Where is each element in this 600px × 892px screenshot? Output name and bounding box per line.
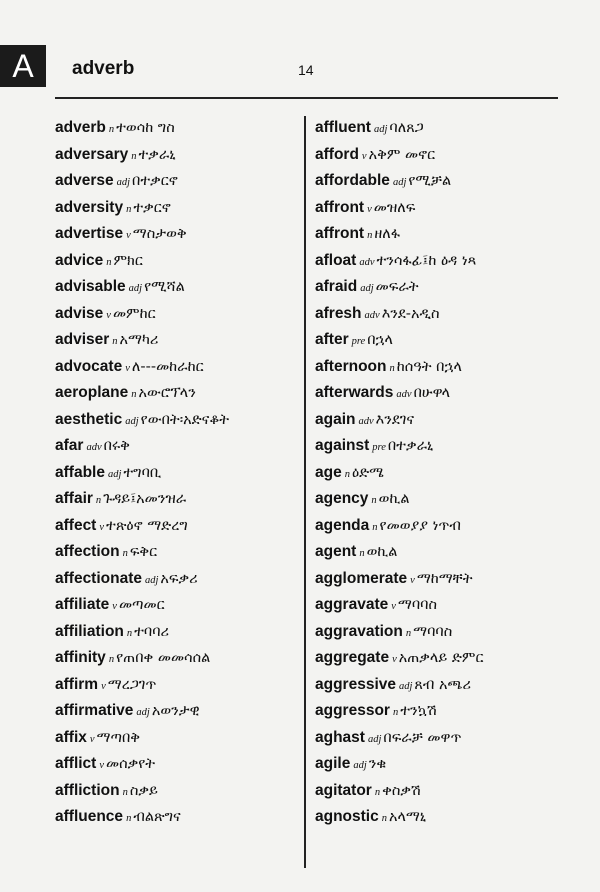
entry-translation: ተቃርኖ (133, 199, 171, 216)
entry-translation: እንደገና (375, 411, 415, 428)
entry-part-of-speech: n (389, 362, 395, 374)
dictionary-entry (315, 273, 565, 300)
entry-part-of-speech: n (126, 203, 132, 215)
entry-translation: ተወሳከ ግስ (116, 120, 175, 136)
dictionary-entry (55, 326, 301, 353)
dictionary-entry (55, 300, 301, 327)
entry-translation: የውበት፡አድናቆት (140, 411, 230, 428)
entry-headword: adverb (55, 119, 106, 136)
entry-part-of-speech: n (131, 389, 137, 400)
dictionary-entry (315, 459, 565, 486)
entry-translation: በፍራቻ መዋጥ (383, 729, 462, 746)
entry-translation: ተጽዕኖ ማድረግ (106, 517, 188, 534)
entry-translation: በሩቅ (103, 438, 130, 454)
entry-headword: affront (315, 198, 365, 216)
entry-part-of-speech: n (374, 786, 381, 798)
entry-headword: affront (315, 225, 365, 242)
dictionary-entry (55, 803, 301, 830)
entry-part-of-speech: adj (399, 680, 413, 692)
entry-translation: እንደ-አዲስ (381, 305, 440, 322)
entry-part-of-speech: n (122, 548, 128, 559)
entry-headword: adviser (55, 331, 110, 348)
entry-headword: adversity (55, 198, 124, 216)
entry-headword: afraid (315, 278, 358, 295)
dictionary-entry (55, 114, 301, 141)
entry-headword: advertise (55, 225, 124, 242)
dictionary-entry (315, 724, 565, 751)
dictionary-entry (55, 220, 301, 247)
entry-translation: ጸብ አጫሪ (414, 676, 471, 693)
entry-translation: አላማኒ (388, 809, 427, 825)
entry-translation: የሚሻል (144, 279, 185, 295)
entry-part-of-speech: n (126, 627, 133, 639)
entry-headword: afar (55, 437, 84, 454)
entry-translation: በተቃራኒ (387, 438, 434, 454)
entry-translation: ፍቅር (129, 544, 158, 560)
entry-part-of-speech: adv (358, 415, 374, 427)
entry-headword: advice (55, 251, 104, 269)
entry-headword: aggressive (315, 675, 396, 693)
dictionary-entry (55, 565, 301, 592)
entry-part-of-speech: n (95, 495, 102, 506)
entry-part-of-speech: v (125, 362, 130, 374)
entry-translation: የሚቻል (408, 173, 452, 189)
entry-part-of-speech: n (392, 707, 399, 718)
entry-translation: መዝለፍ (373, 199, 416, 216)
entry-headword: afford (315, 145, 359, 163)
dictionary-entry (315, 432, 565, 459)
dictionary-entry (55, 724, 301, 751)
entry-translation: ለ---መከራከር (131, 358, 204, 375)
entry-headword: affix (55, 728, 87, 746)
dictionary-entry (315, 406, 565, 433)
dictionary-entry (55, 697, 301, 724)
entry-part-of-speech: v (361, 150, 367, 162)
dictionary-entry (315, 644, 565, 671)
entry-translation: ተግባቢ (123, 464, 162, 481)
right-column (315, 114, 565, 830)
entry-part-of-speech: n (108, 124, 115, 135)
entry-headword: affiliation (55, 622, 124, 640)
entry-part-of-speech: n (108, 654, 115, 665)
entry-part-of-speech: adj (125, 415, 139, 427)
dictionary-entry (315, 591, 565, 618)
entry-translation: ተቃራኒ (138, 146, 176, 163)
entry-translation: ንቁ (368, 756, 387, 772)
entry-part-of-speech: adj (373, 124, 388, 135)
entry-translation: ማከማቸት (416, 570, 473, 587)
entry-translation: አወንታዊ (151, 703, 200, 719)
entry-headword: afterwards (315, 384, 394, 401)
entry-translation: ጉዳይ፤አመንዝራ (103, 491, 187, 507)
entry-translation: ባለጸጋ (389, 120, 424, 136)
entry-part-of-speech: n (381, 813, 387, 824)
entry-headword: adversary (55, 145, 129, 163)
entry-translation: ተባባሪ (134, 623, 170, 640)
entry-translation: ተንኳሽ (400, 703, 437, 719)
dictionary-entry (55, 247, 301, 274)
dictionary-entry (55, 538, 301, 565)
entry-part-of-speech: n (106, 256, 112, 268)
entry-part-of-speech: v (126, 230, 131, 241)
dictionary-entry (55, 644, 301, 671)
entry-translation: አማካሪ (119, 332, 159, 348)
entry-translation: አጠቃላይ ድምር (398, 650, 484, 666)
entry-translation: ማስታወቅ (132, 226, 187, 242)
dictionary-entry (315, 300, 565, 327)
entry-translation: ማባባስ (413, 623, 453, 640)
entry-headword: agenda (315, 516, 370, 534)
entry-headword: affluence (55, 808, 124, 825)
entry-headword: affluent (315, 119, 371, 136)
entry-headword: aggregate (315, 649, 390, 666)
dictionary-entry (55, 353, 301, 380)
dictionary-entry (315, 777, 565, 804)
entry-part-of-speech: v (89, 733, 95, 745)
dictionary-entry (315, 247, 565, 274)
guide-word: adverb (72, 58, 135, 79)
entry-headword: again (315, 410, 356, 428)
dictionary-entry (315, 538, 565, 565)
dictionary-entry (315, 485, 565, 512)
entry-translation: ተንሳፋፊ፤ከ ዕዳ ነጻ (376, 252, 477, 269)
entry-headword: affiliate (55, 596, 110, 613)
entry-translation: ዕድሜ (351, 464, 384, 481)
header-rule (55, 97, 558, 99)
entry-translation: ወኪል (366, 544, 398, 560)
entry-headword: affordable (315, 172, 390, 189)
entry-part-of-speech: n (405, 627, 412, 639)
dictionary-entry (315, 353, 565, 380)
entry-headword: affection (55, 543, 120, 560)
entry-translation: ቀስቃሽ (382, 782, 421, 799)
dictionary-entry (315, 697, 565, 724)
entry-headword: aggravate (315, 596, 389, 613)
entry-headword: affinity (55, 649, 106, 666)
dictionary-entry (55, 512, 301, 539)
entry-headword: aesthetic (55, 410, 123, 428)
entry-translation: ከሰዓት በኋላ (396, 358, 462, 375)
entry-headword: afternoon (315, 357, 387, 375)
entry-translation: ስቃይ (129, 782, 158, 799)
dictionary-entry (55, 194, 301, 221)
dictionary-entry (315, 671, 565, 698)
entry-part-of-speech: adv (396, 389, 412, 400)
dictionary-entry (315, 220, 565, 247)
entry-part-of-speech: n (344, 468, 350, 480)
entry-headword: afresh (315, 304, 362, 322)
dictionary-entry (315, 326, 565, 353)
dictionary-entry (315, 114, 565, 141)
dictionary-entry (55, 432, 301, 459)
entry-part-of-speech: v (391, 601, 396, 612)
entry-translation: መጣመር (118, 597, 165, 613)
dictionary-entry (315, 565, 565, 592)
entry-part-of-speech: v (99, 521, 105, 533)
dictionary-entry (315, 618, 565, 645)
entry-part-of-speech: adj (116, 177, 131, 188)
entry-part-of-speech: n (371, 495, 377, 506)
entry-part-of-speech: v (367, 203, 372, 215)
entry-headword: aggressor (315, 702, 390, 719)
entry-headword: affirmative (55, 702, 134, 719)
dictionary-entry (315, 167, 565, 194)
entry-headword: affirm (55, 675, 99, 693)
entry-part-of-speech: n (359, 548, 365, 559)
dictionary-entry (315, 194, 565, 221)
entry-part-of-speech: adj (145, 574, 159, 586)
dictionary-entry (55, 485, 301, 512)
dictionary-entry (55, 618, 301, 645)
entry-headword: after (315, 331, 349, 348)
left-column (55, 114, 301, 830)
entry-part-of-speech: n (131, 150, 137, 162)
dictionary-entry (55, 273, 301, 300)
entry-translation: ማጣበቅ (96, 729, 141, 746)
entry-part-of-speech: n (126, 813, 132, 824)
entry-headword: affliction (55, 781, 120, 799)
entry-translation: መፍራት (375, 279, 419, 295)
entry-translation: አውሮፕላን (138, 385, 196, 401)
entry-headword: agency (315, 490, 369, 507)
entry-headword: affable (55, 463, 105, 481)
dictionary-entry (315, 141, 565, 168)
entry-part-of-speech: adv (359, 256, 375, 268)
entry-translation: ብልጽግና (133, 809, 181, 825)
entry-translation: ዘለፋ (374, 226, 400, 242)
entry-part-of-speech: adj (367, 733, 382, 745)
entry-translation: በሁዋላ (413, 385, 451, 401)
entry-headword: affectionate (55, 569, 142, 587)
column-divider (304, 116, 306, 868)
entry-headword: agitator (315, 781, 372, 799)
entry-headword: agent (315, 543, 357, 560)
dictionary-entry (315, 803, 565, 830)
dictionary-entry (55, 591, 301, 618)
entry-part-of-speech: adj (392, 177, 407, 188)
entry-part-of-speech: n (112, 336, 118, 347)
entry-translation: የመወያያ ነጥብ (379, 517, 461, 534)
entry-translation: የጠበቀ መመሳሰል (116, 650, 211, 666)
entry-part-of-speech: v (410, 574, 415, 586)
entry-headword: against (315, 437, 370, 454)
entry-headword: advisable (55, 278, 126, 295)
entry-translation: በተቃርኖ (132, 173, 178, 189)
entry-translation: ምክር (113, 252, 143, 269)
entry-translation: መሰቃየት (106, 756, 156, 772)
dictionary-entry (55, 406, 301, 433)
entry-part-of-speech: adj (128, 283, 143, 294)
entry-headword: aeroplane (55, 384, 129, 401)
dictionary-entry (55, 167, 301, 194)
dictionary-entry (55, 141, 301, 168)
page-number: 14 (298, 62, 314, 78)
entry-part-of-speech: v (99, 760, 105, 771)
entry-headword: agglomerate (315, 569, 408, 587)
entry-part-of-speech: n (367, 230, 373, 241)
entry-part-of-speech: n (372, 521, 378, 533)
dictionary-entry (315, 750, 565, 777)
entry-part-of-speech: pre (351, 336, 366, 347)
entry-part-of-speech: v (101, 680, 106, 692)
entry-headword: agile (315, 755, 351, 772)
entry-part-of-speech: adv (364, 309, 380, 321)
dictionary-entry (315, 512, 565, 539)
entry-translation: መምከር (112, 305, 156, 322)
entry-part-of-speech: n (122, 786, 128, 798)
entry-headword: aghast (315, 728, 365, 746)
entry-headword: aggravation (315, 622, 403, 640)
entry-part-of-speech: v (392, 654, 397, 665)
section-letter-tab: A (0, 45, 46, 87)
entry-part-of-speech: pre (372, 442, 386, 453)
entry-translation: አቅም መኖር (368, 146, 436, 163)
entry-headword: age (315, 463, 342, 481)
dictionary-entry (55, 777, 301, 804)
entry-headword: affair (55, 490, 93, 507)
entry-part-of-speech: adj (136, 707, 150, 718)
entry-headword: adverse (55, 172, 114, 189)
entry-headword: afflict (55, 755, 97, 772)
entry-translation: ማረጋገጥ (107, 676, 157, 693)
entry-translation: ወኪል (378, 491, 410, 507)
entry-part-of-speech: v (112, 601, 117, 612)
entry-headword: advise (55, 304, 104, 322)
entry-part-of-speech: adj (107, 468, 122, 480)
entry-headword: agnostic (315, 808, 379, 825)
entry-translation: በኋላ (367, 332, 393, 348)
entry-part-of-speech: adj (353, 760, 367, 771)
entry-translation: ማባባስ (397, 597, 437, 613)
entry-translation: አፍቃሪ (160, 570, 198, 587)
entry-part-of-speech: adv (86, 442, 102, 453)
dictionary-entry (55, 750, 301, 777)
dictionary-entry (315, 379, 565, 406)
entry-part-of-speech: adj (360, 283, 374, 294)
dictionary-entry (55, 459, 301, 486)
entry-part-of-speech: v (106, 309, 111, 321)
dictionary-entry (55, 671, 301, 698)
dictionary-entry (55, 379, 301, 406)
entry-headword: affect (55, 516, 97, 534)
entry-headword: afloat (315, 251, 357, 269)
entry-headword: advocate (55, 357, 123, 375)
